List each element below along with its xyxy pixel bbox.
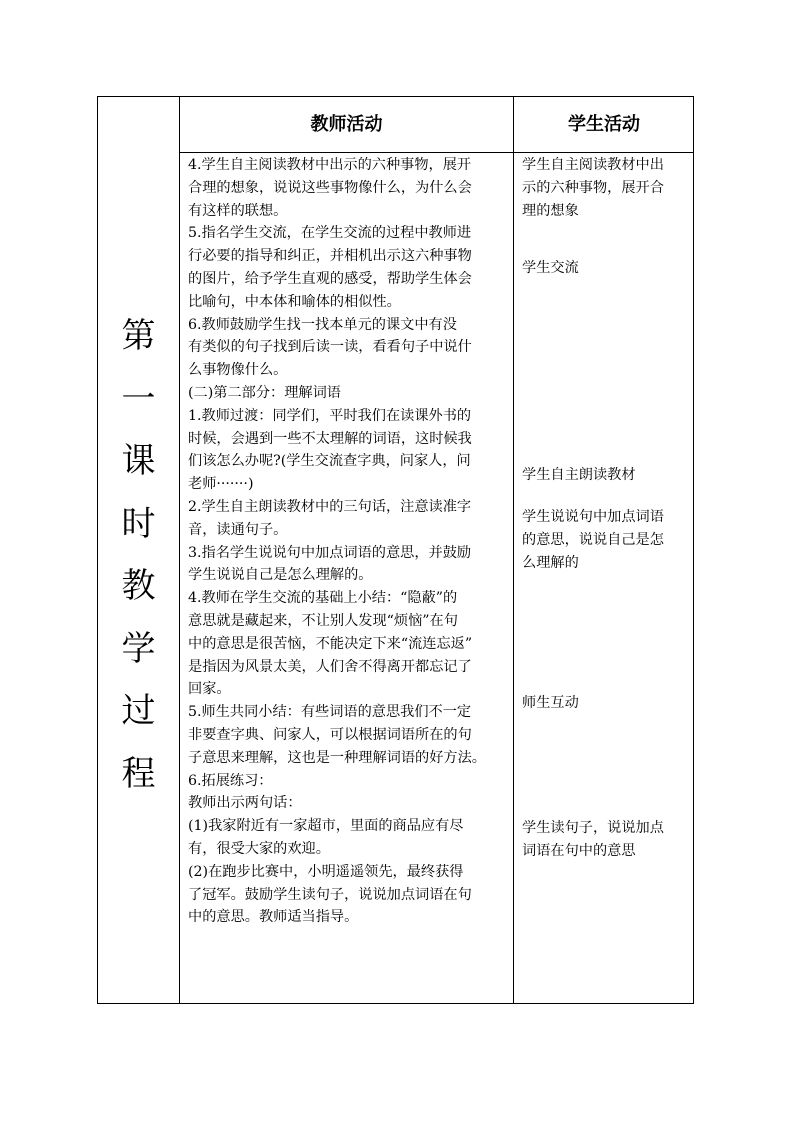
student-note-explain-words	[522, 506, 688, 574]
teacher-line: 有，很受大家的欢迎。	[188, 840, 330, 857]
student-note-read-objects	[522, 154, 688, 222]
teacher-line: 中的意思是很苦恼，不能决定下来“流连忘返”	[188, 635, 473, 652]
student-line: 学生交流	[522, 260, 579, 276]
side-title-char: 第	[121, 316, 156, 356]
student-line: 的意思，说说自己是怎	[522, 531, 664, 548]
teacher-activity-text	[188, 154, 508, 929]
teacher-line: 子意思来理解，这也是一种理解词语的好方法。	[188, 749, 486, 766]
student-note-read-aloud	[522, 464, 688, 487]
teacher-line: (2)在跑步比赛中，小明遥遥领先，最终获得	[188, 863, 464, 880]
teacher-line: 行必要的指导和纠正，并相机出示这六种事物	[188, 248, 472, 265]
teacher-line: 们该怎么办呢?(学生交流查字典，问家人，问	[188, 453, 471, 470]
teacher-line: 是指因为风景太美，人们舍不得离开都忘记了	[188, 658, 472, 675]
teacher-line: 回家。	[188, 681, 231, 698]
teacher-line: 么事物像什么。	[188, 362, 288, 379]
side-title-char: 课	[121, 441, 156, 481]
teacher-line: 6.拓展练习：	[188, 772, 273, 789]
student-line: 师生互动	[522, 695, 579, 711]
student-line: 示的六种事物，展开合	[522, 179, 664, 196]
student-note-read-sentences	[522, 817, 688, 863]
student-line: 学生自主阅读教材中出	[522, 157, 664, 173]
student-line: 学生读句子，说说加点	[522, 820, 664, 836]
teacher-line: 1.教师过渡：同学们，平时我们在读课外书的	[188, 407, 472, 424]
teacher-line: 2.学生自主朗读教材中的三句话，注意读准字	[188, 498, 472, 515]
teacher-line: 5.师生共同小结：有些词语的意思我们不一定	[188, 704, 472, 721]
teacher-line: 合理的想象，说说这些事物像什么，为什么会	[188, 179, 472, 196]
teacher-line: 中的意思。教师适当指导。	[188, 909, 359, 926]
teacher-line: 的图片，给予学生直观的感受，帮助学生体会	[188, 270, 472, 287]
teacher-line: 非要查字典、问家人，可以根据词语所在的句	[188, 726, 472, 743]
teacher-line: 时候，会遇到一些不太理解的词语，这时候我	[188, 430, 472, 447]
teacher-line: (二)第二部分：理解词语	[188, 384, 341, 401]
teacher-line: 4.教师在学生交流的基础上小结：“隐蔽”的	[188, 590, 458, 607]
teacher-line: 了冠军。鼓励学生读句子，说说加点词语在句	[188, 886, 472, 903]
teacher-line: 5.指名学生交流，在学生交流的过程中教师进	[188, 225, 472, 242]
student-line: 么理解的	[522, 554, 579, 571]
teacher-line: 学生说说自己是怎么理解的。	[188, 567, 373, 584]
lesson-table	[97, 96, 694, 1004]
teacher-activity-header: 教师活动	[310, 114, 383, 135]
side-title-char: 教	[121, 566, 156, 606]
teacher-line: 老师·······)	[188, 476, 254, 493]
teacher-line: 音，读通句子。	[188, 521, 288, 538]
student-line: 学生说说句中加点词语	[522, 509, 664, 525]
teacher-line: 4.学生自主阅读教材中出示的六种事物，展开	[188, 157, 472, 173]
column-divider-left	[179, 97, 180, 1003]
student-note-interaction	[522, 692, 688, 715]
student-line: 学生自主朗读教材	[522, 467, 636, 483]
side-title-char: 学	[121, 628, 156, 669]
side-title	[98, 305, 179, 805]
side-title-char: 过	[121, 691, 156, 731]
student-note-exchange	[522, 257, 688, 280]
student-activity-header: 学生活动	[568, 114, 640, 135]
side-title-char: 一	[121, 378, 156, 419]
teacher-line: 教师出示两句话：	[188, 795, 302, 812]
teacher-line: 意思就是藏起来，不让别人发现“烦恼”在句	[188, 612, 458, 629]
teacher-line: 比喻句，中本体和喻体的相似性。	[188, 293, 401, 310]
student-line: 理的想象	[522, 202, 579, 219]
side-title-char: 时	[121, 503, 156, 544]
column-divider-right	[513, 97, 514, 1003]
teacher-line: 6.教师鼓励学生找一找本单元的课文中有没	[188, 316, 457, 333]
teacher-line: (1)我家附近有一家超市，里面的商品应有尽	[188, 818, 464, 835]
teacher-line: 3.指名学生说说句中加点词语的意思，并鼓励	[188, 544, 472, 561]
student-line: 词语在句中的意思	[522, 842, 636, 859]
header-divider	[179, 152, 693, 153]
teacher-line: 有这样的联想。	[188, 202, 288, 219]
teacher-line: 有类似的句子找到后读一读，看看句子中说什	[188, 339, 472, 356]
side-title-char: 程	[121, 753, 156, 794]
